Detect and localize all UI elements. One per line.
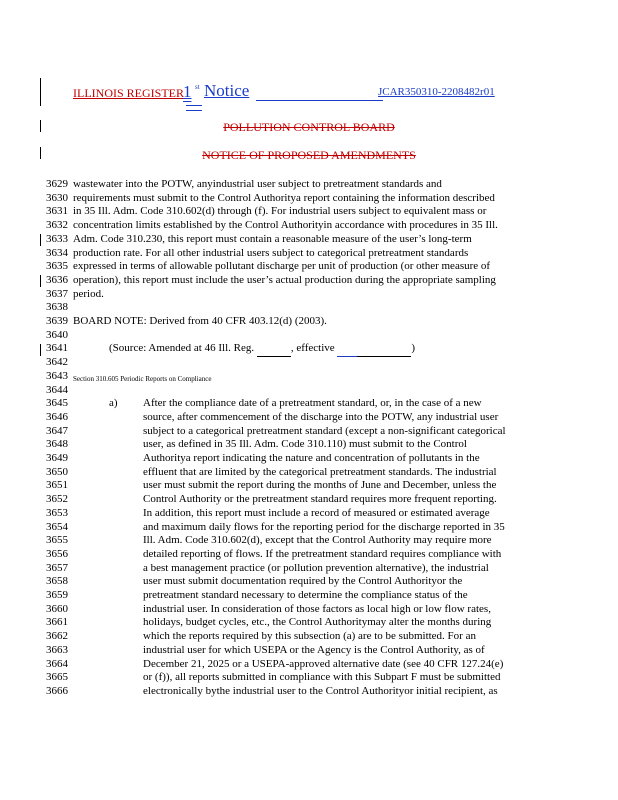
line-number: 3637 [46,287,68,300]
paragraph-line: pretreatment standard necessary to determine the compliance status of the [143,589,468,601]
paragraph-line: user, as defined in 35 Ill. Adm. Code 310.110) must submit to the Control [143,438,467,451]
body-line: concentration limits established by the Control Authorityin accordance with procedures in 35 Ill. [73,219,498,232]
line-number: 3657 [46,561,68,574]
line-number: 3660 [46,602,68,615]
change-bar [40,275,41,287]
line-number: 3652 [46,493,68,506]
line-number: 3662 [46,630,68,643]
notice-label: Notice [204,81,250,100]
change-bar [40,78,41,106]
header-rule [256,100,383,101]
paragraph-line: Authoritya report indicating the nature and concentration of pollutants in the [143,452,480,464]
body-line: Adm. Code 310.230, this report must contain a reasonable measure of the user’s long-term [73,232,472,245]
line-number: 3647 [46,424,68,437]
line-number: 3639 [46,315,68,327]
paragraph-line: and maximum daily flows for the reporting period for the discharge reported in 35 [143,520,505,533]
paragraph-line: After the compliance date of a pretreatment standard, or, in the case of a new [143,397,482,410]
effective-blank-blue [337,342,357,357]
line-number: 3656 [46,547,68,560]
paragraph-line: user must submit the report during the months of June and December, unless the [143,479,497,492]
line-number: 3659 [46,589,68,601]
line-number: 3640 [46,328,68,341]
jcar-code: JCAR350310-2208482r01 [378,86,495,98]
notice-title: NOTICE OF PROPOSED AMENDMENTS [202,148,416,162]
paragraph-line: December 21, 2025 or a USEPA-approved alternative date (see 40 CFR 127.24(e) [143,657,504,670]
paragraph-line: a best management practice (or pollution prevention alternative), the industrial [143,561,489,574]
paragraph-line: In addition, this report must include a record of measured or estimated average [143,506,490,519]
paragraph-line: electronically bythe industrial user to the Control Authorityor initial recipient, as [143,684,498,697]
source-prefix: (Source: Amended at 46 Ill. Reg. [109,342,257,355]
line-number: 3631 [46,205,68,218]
paragraph-line: or (f)), all reports submitted in compliance with this Subpart F must be submitted [143,671,501,684]
issue-number: 1 [183,82,192,101]
line-number: 3634 [46,246,68,259]
paragraph-line: subject to a categorical pretreatment standard (except a non-significant categorical [143,424,506,437]
line-number: 3635 [46,260,68,273]
line-number: 3650 [46,465,68,478]
line-number: 3638 [46,301,68,314]
paragraph-line: industrial user for which USEPA or the Agency is the Control Authority, as of [143,643,485,656]
paragraph-line: user must submit documentation required by the Control Authorityor the [143,575,463,588]
body-line: expressed in terms of allowable pollutant discharge per unit of production (or other measure of [73,260,491,273]
line-number: 3649 [46,452,68,464]
line-number: 3646 [46,410,68,423]
line-number: 3643 [46,369,68,382]
paragraph-line: source, after commencement of the discharge into the POTW, any industrial user [143,410,499,423]
paragraph-line: Control Authority or the pretreatment standard requires more frequent reporting. [143,493,497,506]
change-bar [40,344,41,356]
line-number: 3641 [46,342,68,355]
change-bar [40,234,41,246]
paragraph-line: effluent that are limited by the categorical pretreatment standards. The industrial [143,465,497,478]
source-middle: , effective [290,342,338,355]
line-number: 3661 [46,616,68,629]
line-number: 3648 [46,438,68,451]
paragraph-line: Ill. Adm. Code 310.602(d), except that the Control Authority may require more [143,534,492,547]
line-number: 3663 [46,643,68,656]
body-line: production rate. For all other industrial users subject to categorical pretreatment standards [73,246,469,259]
line-number: 3632 [46,219,68,232]
paragraph-label: a) [109,397,118,410]
effective-blank [357,342,411,357]
line-number: 3630 [46,191,68,204]
paragraph-line: detailed reporting of flows. If the pretreatment standard requires compliance with [143,547,502,560]
line-number: 3636 [46,273,68,286]
line-number: 3664 [46,657,68,670]
line-number: 3665 [46,671,68,684]
line-number: 3655 [46,534,68,547]
line-number: 3651 [46,479,68,492]
line-number: 3653 [46,506,68,519]
section-heading [73,372,211,387]
board-note: BOARD NOTE: Derived from 40 CFR 403.12(d) (2003). [73,315,327,327]
line-number: 3629 [46,178,68,190]
issue-superscript: st [195,83,200,91]
line-number: 3644 [46,383,68,396]
line-number: 3658 [46,575,68,588]
paragraph-line: which the reports required by this subsection (a) are to be submitted. For an [143,630,476,643]
source-line [109,342,415,357]
line-number: 3654 [46,520,68,533]
line-number: 3666 [46,684,68,697]
body-line: wastewater into the POTW, anyindustrial user subject to pretreatment standards and [73,178,442,190]
body-line: period. [73,287,104,300]
line-number: 3642 [46,356,68,369]
section-heading-text: Section 310.605 Periodic Reports on Compliance [73,375,212,383]
board-title: POLLUTION CONTROL BOARD [223,120,395,134]
line-number: 3645 [46,397,68,410]
paragraph-line: holidays, budget cycles, etc., the Control Authoritymay alter the months during [143,616,492,629]
header-double-rule [186,105,202,111]
body-line: requirements must submit to the Control Authoritya report containing the information described [73,191,495,204]
page-header [73,83,513,105]
line-number: 3633 [46,232,68,245]
body-line: operation), this report must include the user’s actual production during the appropriate sampling [73,273,496,286]
register-blank [257,342,291,357]
body-line: in 35 Ill. Adm. Code 310.602(d) through (f). For industrial users subject to equivalent mass or [73,205,487,218]
source-suffix: ) [411,342,416,355]
register-title: ILLINOIS REGISTER [73,86,184,100]
paragraph-line: industrial user. In consideration of those factors as local high or low flow rates, [143,602,491,615]
